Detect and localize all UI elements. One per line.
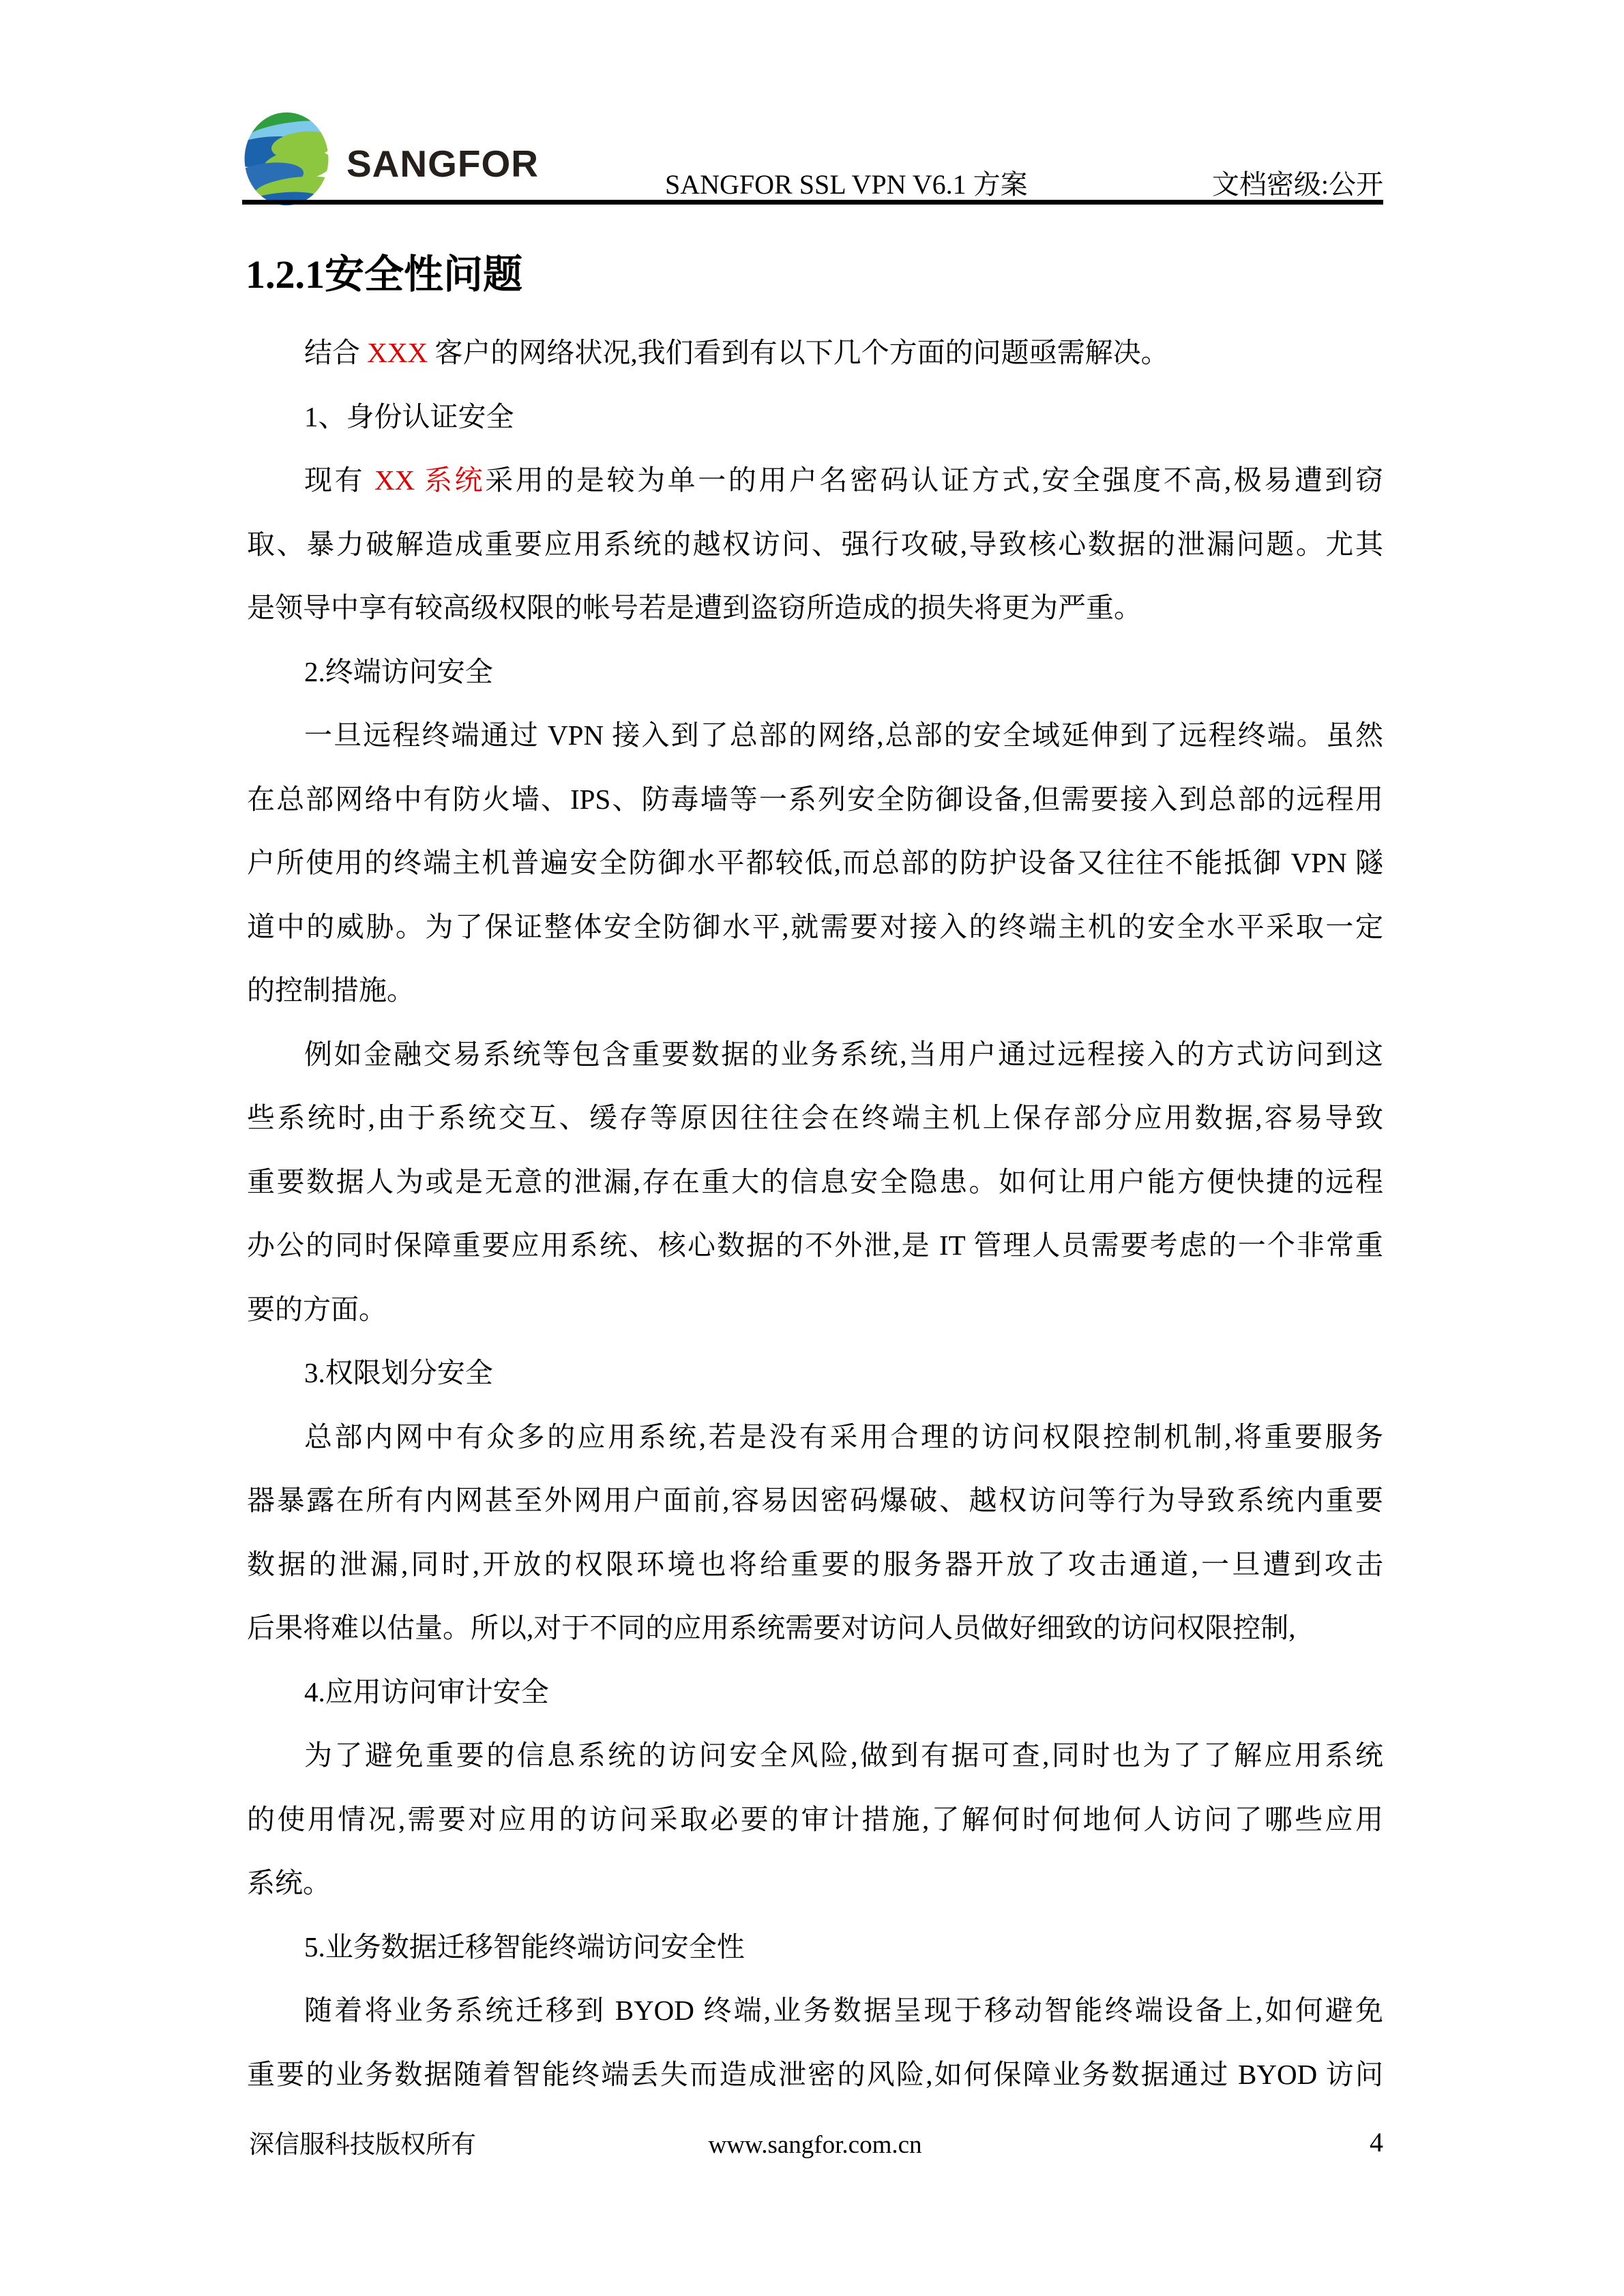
body-text-run: 在总部网络中有防火墙、IPS、防毒墙等一系列安全防御设备,但需要接入到总部的远程用 bbox=[247, 783, 1383, 815]
body-line bbox=[247, 895, 1383, 959]
body-text-run: 要的方面。 bbox=[247, 1293, 387, 1325]
body-text-run: 为了避免重要的信息系统的访问安全风险,做到有据可查,同时也为了了解应用系统 bbox=[304, 1740, 1383, 1771]
body-line bbox=[247, 640, 1383, 704]
body-text-run: 道中的威胁。为了保证整体安全防御水平,就需要对接入的终端主机的安全水平采取一定 bbox=[247, 910, 1383, 942]
body-text-run: 后果将难以估量。所以,对于不同的应用系统需要对访问人员做好细致的访问权限控制, bbox=[247, 1612, 1296, 1643]
footer-copyright: 深信服科技版权所有 bbox=[249, 2131, 476, 2159]
body-line bbox=[247, 1724, 1383, 1788]
body-text-run: 5.业务数据迁移智能终端访问安全性 bbox=[304, 1930, 745, 1963]
sangfor-wordmark: SANGFOR bbox=[346, 143, 539, 185]
header-classification: 文档密级:公开 bbox=[1211, 169, 1383, 200]
body-line bbox=[247, 1469, 1383, 1533]
redacted-placeholder-text: XX 系统 bbox=[374, 464, 486, 496]
body-text-run: 随着将业务系统迁移到 BYOD 终端,业务数据呈现于移动智能终端设备上,如何避免 bbox=[304, 1995, 1383, 2026]
body-line bbox=[247, 1023, 1383, 1087]
body-line bbox=[247, 768, 1383, 832]
body-text-run: 一旦远程终端通过 VPN 接入到了总部的网络,总部的安全域延伸到了远程终端。虽然 bbox=[304, 719, 1383, 751]
body-line bbox=[247, 1851, 1383, 1915]
body-text-run: 结合 bbox=[304, 337, 368, 368]
body-line bbox=[247, 1979, 1383, 2043]
body-line bbox=[247, 704, 1383, 768]
sangfor-globe-icon bbox=[243, 110, 330, 207]
body-text-run: 数据的泄漏,同时,开放的权限环境也将给重要的服务器开放了攻击通道,一旦遭到攻击 bbox=[247, 1548, 1383, 1580]
body-line bbox=[247, 2043, 1383, 2107]
body-text-run: 器暴露在所有内网甚至外网用户面前,容易因密码爆破、越权访问等行为导致系统内重要 bbox=[247, 1485, 1383, 1516]
body-text-run: 的控制措施。 bbox=[247, 974, 415, 1006]
body-text-run: 4.应用访问审计安全 bbox=[304, 1675, 549, 1708]
body-line bbox=[247, 1278, 1383, 1342]
body-line bbox=[247, 513, 1383, 577]
body-text-run: 重要的业务数据随着智能终端丢失而造成泄密的风险,如何保障业务数据通过 BYOD 访问 bbox=[247, 2058, 1383, 2090]
body-text-run: 户所使用的终端主机普遍安全防御水平都较低,而总部的防护设备又往往不能抵御 VPN 隧 bbox=[247, 847, 1383, 878]
redacted-placeholder-text: XXX bbox=[367, 337, 428, 368]
body-line bbox=[247, 1214, 1383, 1278]
body-text-run: 客户的网络状况,我们看到有以下几个方面的问题亟需解决。 bbox=[428, 337, 1169, 368]
body-text-run: 采用的是较为单一的用户名密码认证方式,安全强度不高,极易遭到窃 bbox=[485, 464, 1384, 496]
body-line bbox=[247, 321, 1383, 385]
body-text-run: 是领导中享有较高级权限的帐号若是遭到盗窃所造成的损失将更为严重。 bbox=[247, 592, 1142, 623]
body-text-run: 些系统时,由于系统交互、缓存等原因往往会在终端主机上保存部分应用数据,容易导致 bbox=[247, 1102, 1383, 1133]
body-line bbox=[247, 576, 1383, 640]
body-line bbox=[247, 1405, 1383, 1470]
body-line bbox=[247, 1660, 1383, 1725]
body-line bbox=[247, 1086, 1383, 1150]
body-line bbox=[247, 1150, 1383, 1214]
body-line bbox=[247, 1341, 1383, 1405]
body-text-run: 3.权限划分安全 bbox=[304, 1357, 493, 1388]
footer-page-number: 4 bbox=[1370, 2127, 1383, 2158]
body-text-run: 的使用情况,需要对应用的访问采取必要的审计措施,了解何时何地何人访问了哪些应用 bbox=[247, 1803, 1383, 1835]
footer-website: www.sangfor.com.cn bbox=[708, 2131, 922, 2159]
body-text-run: 2.终端访问安全 bbox=[304, 655, 493, 687]
body-line bbox=[247, 1533, 1383, 1597]
document-body bbox=[247, 321, 1383, 2106]
header-rule bbox=[242, 200, 1383, 205]
body-line bbox=[247, 1915, 1383, 1980]
header-doc-title: SANGFOR SSL VPN V6.1 方案 bbox=[665, 169, 1028, 200]
body-text-run: 重要数据人为或是无意的泄漏,存在重大的信息安全隐患。如何让用户能方便快捷的远程 bbox=[247, 1165, 1383, 1197]
body-line bbox=[247, 449, 1383, 513]
body-text-run: 办公的同时保障重要应用系统、核心数据的不外泄,是 IT 管理人员需要考虑的一个非常重 bbox=[247, 1229, 1383, 1261]
section-title: 1.2.1安全性问题 bbox=[246, 252, 523, 297]
body-line bbox=[247, 1596, 1383, 1660]
body-line bbox=[247, 385, 1383, 449]
body-text-run: 1、身份认证安全 bbox=[304, 400, 514, 432]
body-line bbox=[247, 1788, 1383, 1852]
sangfor-logo bbox=[243, 110, 539, 207]
body-text-run: 系统。 bbox=[247, 1867, 331, 1898]
body-line bbox=[247, 959, 1383, 1023]
body-text-run: 现有 bbox=[304, 464, 374, 496]
body-line bbox=[247, 831, 1383, 895]
body-text-run: 总部内网中有众多的应用系统,若是没有采用合理的访问权限控制机制,将重要服务 bbox=[304, 1420, 1383, 1452]
body-text-run: 取、暴力破解造成重要应用系统的越权访问、强行攻破,导致核心数据的泄漏问题。尤其 bbox=[247, 528, 1383, 560]
body-text-run: 例如金融交易系统等包含重要数据的业务系统,当用户通过远程接入的方式访问到这 bbox=[304, 1038, 1383, 1070]
